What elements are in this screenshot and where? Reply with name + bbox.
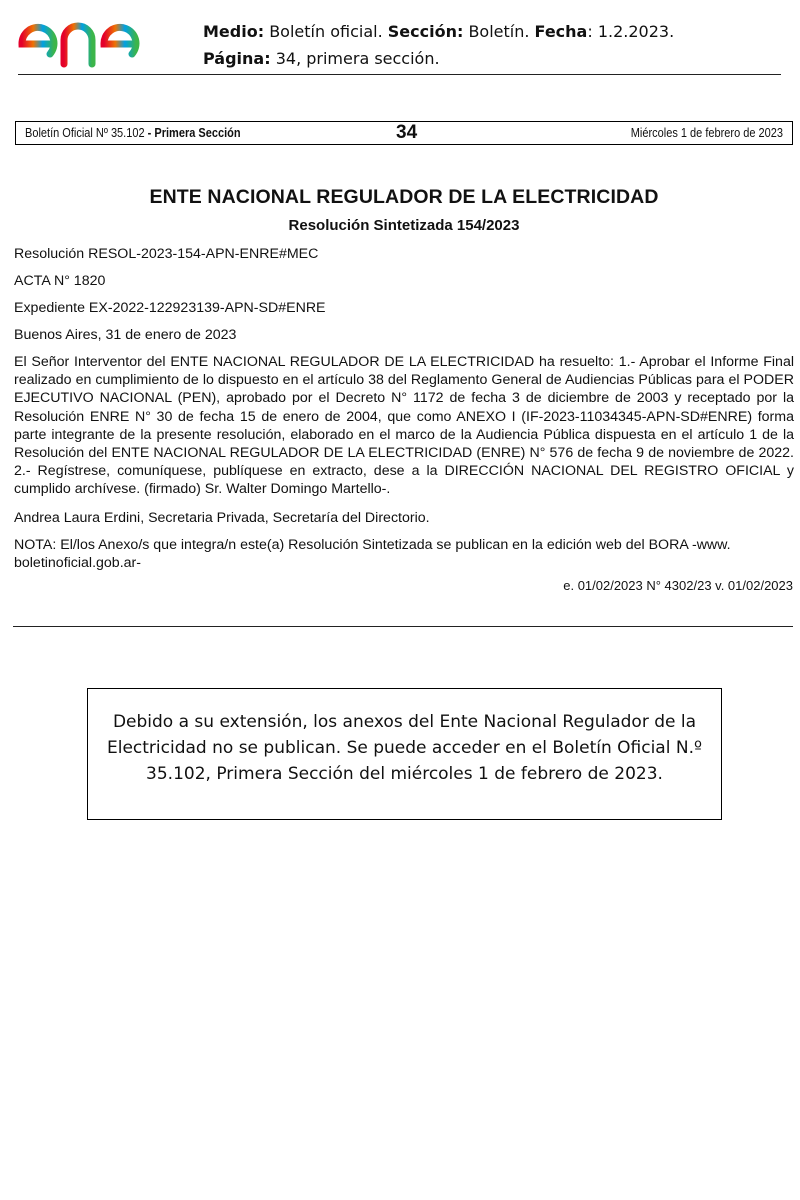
resolution-body: El Señor Interventor del ENTE NACIONAL REGULADOR DE LA ELECTRICIDAD ha resuelto: 1.- Aprobar el Informe Final realizado en cumplimiento de lo dispuesto en el artículo 38 del Reglamento General de Audiencias Públicas para el PODER EJECUTIVO NACIONAL (PEN), aprobado por el Decreto N° 1172 de fecha 3 de diciembre de 2003 y receptado por la Resolución ENRE N° 30 de fecha 15 de enero de 2004, que como ANEXO I (IF-2023-11034345-APN-SD#ENRE) forma parte integrante de la presente resolución, elaborado en el marco de la Audiencia Pública dispuesta en el artículo 1 de la Resolución del ENTE NACIONAL REGULADOR DE LA ELECTRICIDAD (ENRE) N° 576 de fecha 9 de noviembre de 2022. 2.- Regístrese, comuníquese, publíquese en extracto, dese a la DIRECCIÓN NACIONAL DEL REGISTRO OFICIAL y cumplido archívese. (firmado) Sr. Walter Domingo Martello-. [14,354,794,498]
bulletin-issue: Boletín Oficial Nº 35.102 - Primera Sección [25,126,241,140]
annex-notice-text: Debido a su extensión, los anexos del Ente Nacional Regulador de la Electricidad no se publican. Se puede acceder en el Boletín Oficial N.º 35.102, Primera Sección del miércoles 1 de febrero de 2023. [107,712,702,784]
bulletin-header [15,121,793,145]
document-subtitle: Resolución Sintetizada 154/2023 [288,217,520,234]
fecha-label: Fecha [534,22,588,41]
medio-label: Medio: [203,22,265,41]
medio-value: Boletín oficial. [269,22,383,41]
acta-number: ACTA N° 1820 [14,273,106,289]
expediente-number: Expediente EX-2022-122923139-APN-SD#ENRE [14,300,326,316]
fecha-value: : 1.2.2023. [587,22,675,41]
document-title: ENTE NACIONAL REGULADOR DE LA ELECTRICIDAD [149,186,659,208]
meta-line-source [203,18,674,45]
resolution-number: Resolución RESOL-2023-154-APN-ENRE#MEC [14,246,319,262]
enel-logo [16,6,180,68]
pagina-label: Página: [203,49,271,68]
publication-note: NOTA: El/los Anexo/s que integra/n este(a) Resolución Sintetizada se publican en la edición web del BORA -www. boletinoficial.gob.ar- [14,537,731,572]
pagina-value: 34, primera sección. [275,49,440,68]
meta-line-page [203,45,674,72]
publication-reference: e. 01/02/2023 N° 4302/23 v. 01/02/2023 [563,578,793,593]
seccion-value: Boletín. [468,22,530,41]
seccion-label: Sección: [387,22,464,41]
section-divider [13,626,793,627]
clip-metadata [203,18,674,72]
bulletin-page-number: 34 [396,122,418,143]
place-date: Buenos Aires, 31 de enero de 2023 [14,327,237,343]
bulletin-section: Primera Sección [154,126,241,140]
bulletin-issue-number: Boletín Oficial Nº 35.102 [25,126,145,140]
top-divider [18,74,781,75]
annex-notice-box [87,688,722,820]
bulletin-date: Miércoles 1 de febrero de 2023 [630,126,783,140]
signatory: Andrea Laura Erdini, Secretaria Privada, Secretaría del Directorio. [14,510,430,526]
